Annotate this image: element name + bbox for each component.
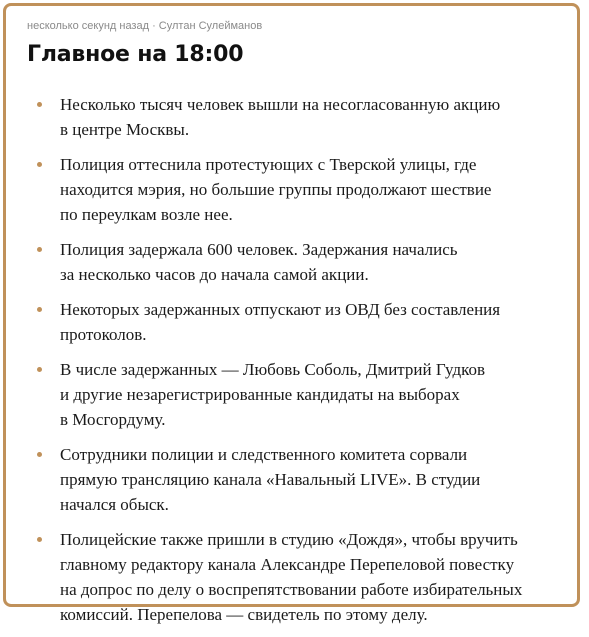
item-text-line: Некоторых задержанных отпускают из ОВД без составления: [60, 300, 501, 319]
item-text-line: комиссий. Перепелова — свидетель по этому делу.: [60, 605, 428, 624]
item-text-line: начался обыск.: [60, 495, 169, 514]
list-item: [37, 152, 567, 227]
item-text-line: Полиция задержала 600 человек. Задержания начались: [60, 240, 458, 259]
item-text-line: главному редактору канала Александре Перепеловой повестку: [60, 555, 515, 574]
item-text-line: Несколько тысяч человек вышли на несогласованную акцию: [60, 95, 501, 114]
bullet-icon: [37, 102, 42, 107]
news-card: [3, 3, 580, 624]
item-text-line: прямую трансляцию канала «Навальный LIVE». В студии: [60, 470, 481, 489]
item-text-line: за несколько часов до начала самой акции.: [60, 265, 369, 284]
list-item: [37, 442, 567, 517]
item-text-line: Полицейские также пришли в студию «Дождя», чтобы вручить: [60, 530, 518, 549]
list-item: [37, 237, 567, 287]
item-text-line: в центре Москвы.: [60, 120, 190, 139]
item-text-line: находится мэрия, но большие группы продолжают шествие: [60, 180, 492, 199]
bullet-icon: [37, 247, 42, 252]
bullet-icon: [37, 162, 42, 167]
item-text-line: Полиция оттеснила протестующих с Тверской улицы, где: [60, 155, 477, 174]
list-item: [37, 527, 567, 627]
bullet-icon: [37, 537, 42, 542]
bullet-icon: [37, 452, 42, 457]
post-meta: несколько секунд назад · Султан Сулейманов: [27, 20, 263, 32]
item-text-line: по переулкам возле нее.: [60, 205, 233, 224]
list-item: [37, 357, 567, 432]
item-text-line: В числе задержанных — Любовь Соболь, Дмитрий Гудков: [60, 360, 486, 379]
item-text-line: в Мосгордуму.: [60, 410, 166, 429]
item-text-line: Сотрудники полиции и следственного комитета сорвали: [60, 445, 468, 464]
item-text-line: и другие незарегистрированные кандидаты на выборах: [60, 385, 460, 404]
bullet-icon: [37, 307, 42, 312]
list-item: [37, 92, 567, 142]
item-text-line: на допрос по делу о воспрепятствовании работе избирательных: [60, 580, 523, 599]
list-item: [37, 297, 567, 347]
news-list: [37, 92, 567, 637]
bullet-icon: [37, 367, 42, 372]
post-title: Главное на 18:00: [27, 42, 244, 67]
item-text-line: протоколов.: [60, 325, 147, 344]
